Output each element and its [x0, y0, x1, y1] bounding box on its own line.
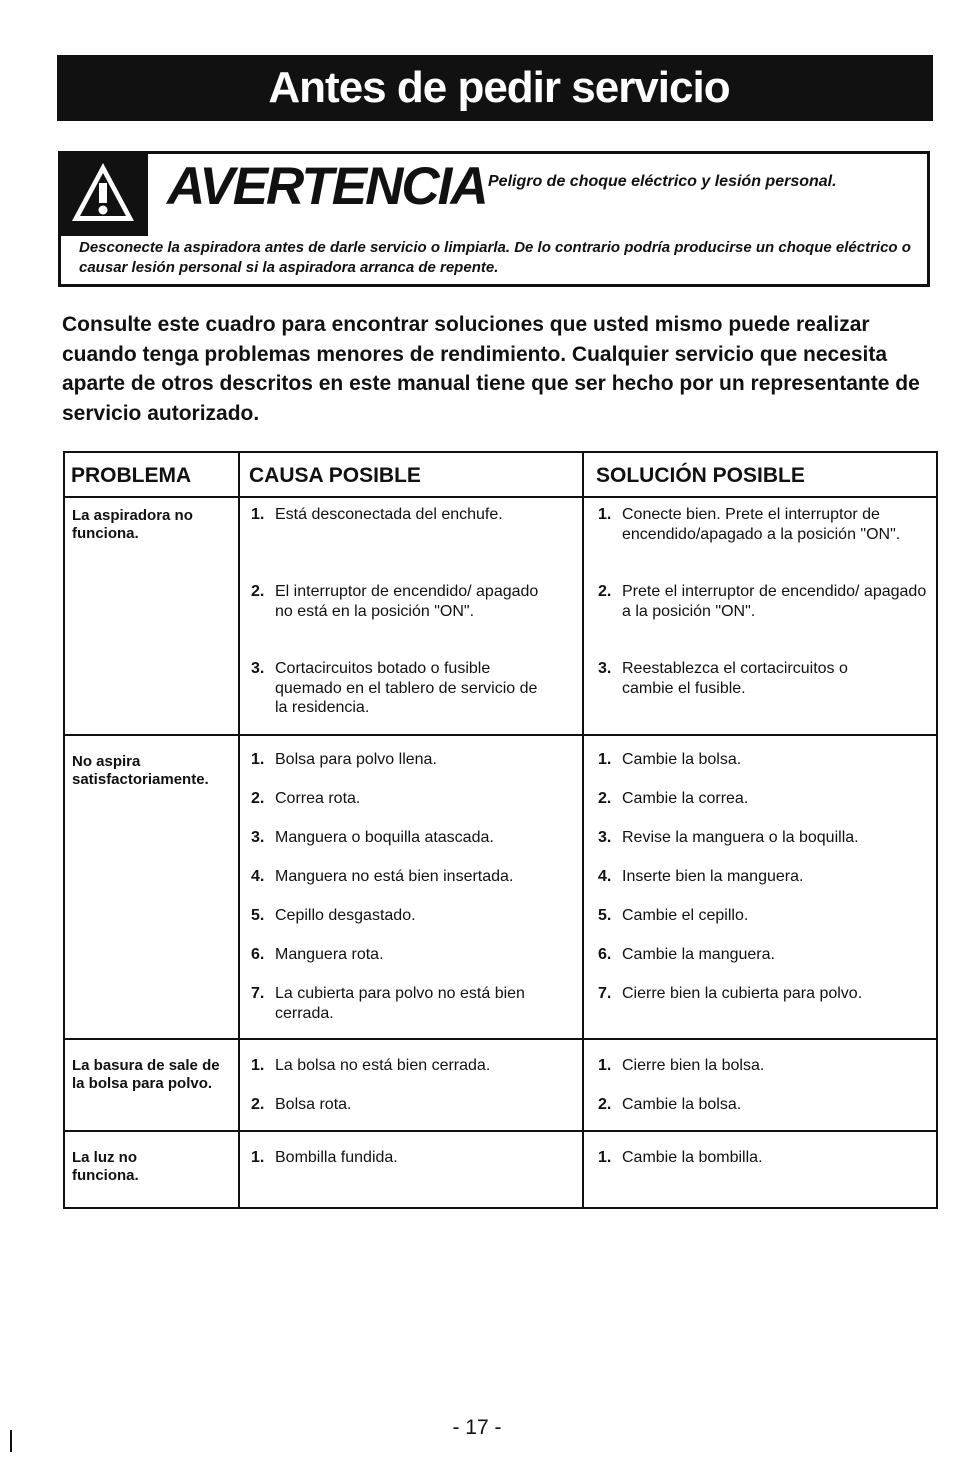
item-number: 2. [251, 1096, 265, 1113]
solution-text: Cierre bien la bolsa. [622, 1057, 765, 1074]
column-divider [238, 451, 240, 1209]
solution-text: Cambie el cepillo. [622, 907, 749, 924]
margin-mark [10, 1430, 12, 1452]
solution-item [598, 750, 933, 770]
solution-text: Cambie la manguera. [622, 946, 775, 963]
item-number: 7. [251, 985, 265, 1002]
solution-text: Cambie la bombilla. [622, 1149, 763, 1166]
solution-text: Reestablezca el cortacircuitos o cambie el fusible. [622, 660, 848, 697]
row-divider [63, 734, 938, 736]
cause-item [251, 505, 573, 525]
cause-item [251, 789, 576, 809]
item-number: 1. [598, 1057, 612, 1074]
cause-item [251, 945, 576, 965]
cause-item [251, 1148, 576, 1168]
cause-text: Bolsa para polvo llena. [275, 751, 437, 768]
warning-word: AVERTENCIA [167, 157, 487, 216]
item-number: 2. [598, 1096, 612, 1113]
item-number: 2. [598, 583, 612, 600]
item-number: 1. [598, 506, 612, 523]
solution-item [598, 1095, 933, 1115]
cause-text: Correa rota. [275, 790, 361, 807]
solution-item [598, 789, 933, 809]
item-number: 2. [251, 790, 265, 807]
solution-text: Conecte bien. Prete el interruptor de encendido/apagado a la posición "ON". [622, 506, 901, 543]
page-number: - 17 - [452, 1416, 502, 1439]
table-border-bottom [63, 1207, 938, 1209]
item-number: 6. [251, 946, 265, 963]
solution-text: Prete el interruptor de encendido/ apagado a la posición "ON". [622, 583, 927, 620]
cause-text: Manguera o boquilla atascada. [275, 829, 494, 846]
item-number: 4. [251, 868, 265, 885]
column-divider [582, 451, 584, 1209]
cause-text: La bolsa no está bien cerrada. [275, 1057, 491, 1074]
cause-item [251, 828, 576, 848]
troubleshooting-table [63, 451, 938, 1209]
cause-text: Bombilla fundida. [275, 1149, 398, 1166]
item-number: 2. [598, 790, 612, 807]
cause-item [251, 906, 576, 926]
item-number: 3. [251, 660, 265, 677]
cause-text: La cubierta para polvo no está bien cerrada. [275, 985, 525, 1022]
warning-tab [58, 151, 148, 236]
problem-cell: La aspiradora no funciona. [72, 507, 193, 542]
item-number: 7. [598, 985, 612, 1002]
cause-text: El interruptor de encendido/ apagado no está en la posición "ON". [275, 583, 539, 620]
solution-text: Inserte bien la manguera. [622, 868, 804, 885]
item-number: 1. [251, 1149, 265, 1166]
cause-text: Bolsa rota. [275, 1096, 352, 1113]
row-divider [63, 1038, 938, 1040]
solution-text: Cambie la bolsa. [622, 1096, 742, 1113]
row-divider [63, 1130, 938, 1132]
intro-paragraph: Consulte este cuadro para encontrar soluciones que usted mismo puede realizar cuando tenga problemas menores de rendimiento. Cualquier servicio que necesita aparte de otros descritos en este manual tiene que ser hecho por un representante de servicio autorizado. [62, 313, 920, 425]
item-number: 6. [598, 946, 612, 963]
solution-text: Cambie la bolsa. [622, 751, 742, 768]
problem-cell: La luz no funciona. [72, 1149, 139, 1184]
solution-item [598, 867, 933, 887]
solution-item [598, 1148, 933, 1168]
title-bar [57, 55, 933, 121]
problem-cell: La basura de sale de la bolsa para polvo. [72, 1057, 220, 1092]
item-number: 2. [251, 583, 265, 600]
item-number: 3. [251, 829, 265, 846]
item-number: 1. [598, 1149, 612, 1166]
problem-cell: No aspira satisfactoriamente. [72, 753, 209, 788]
item-number: 1. [251, 1057, 265, 1074]
cause-text: Manguera no está bien insertada. [275, 868, 514, 885]
cause-text: Cortacircuitos botado o fusible quemado en el tablero de servicio de la residencia. [275, 660, 538, 716]
solution-item [598, 906, 933, 926]
solution-text: Cierre bien la cubierta para polvo. [622, 985, 863, 1002]
solution-item [598, 659, 898, 698]
solution-item [598, 945, 933, 965]
warning-subtitle: Peligro de choque eléctrico y lesión personal. [488, 173, 837, 190]
solution-text: Cambie la correa. [622, 790, 749, 807]
table-border-left [63, 451, 65, 1209]
item-number: 1. [251, 751, 265, 768]
item-number: 1. [598, 751, 612, 768]
solution-item [598, 984, 935, 1004]
cause-item [251, 582, 541, 621]
header-divider [63, 496, 938, 498]
warning-triangle-icon [70, 161, 136, 223]
item-number: 3. [598, 660, 612, 677]
solution-item [598, 582, 930, 621]
header-cause: CAUSA POSIBLE [249, 464, 421, 487]
item-number: 3. [598, 829, 612, 846]
item-number: 5. [598, 907, 612, 924]
table-border-top [63, 451, 938, 453]
header-problem: PROBLEMA [71, 464, 192, 487]
item-number: 4. [598, 868, 612, 885]
cause-item [251, 1095, 576, 1115]
cause-item [251, 1056, 576, 1076]
cause-text: Está desconectada del enchufe. [275, 506, 503, 523]
cause-item [251, 659, 551, 718]
item-number: 1. [251, 506, 265, 523]
warning-body: Desconecte la aspiradora antes de darle servicio o limpiarla. De lo contrario podría producirse un choque eléctrico o causar lesión personal si la aspiradora arranca de repente. [79, 239, 911, 276]
header-solution: SOLUCIÓN POSIBLE [596, 464, 805, 487]
cause-item [251, 984, 551, 1023]
table-border-right [936, 451, 938, 1209]
cause-text: Manguera rota. [275, 946, 384, 963]
cause-item [251, 750, 576, 770]
solution-item [598, 828, 933, 848]
warning-box [58, 151, 930, 287]
page-title: Antes de pedir servicio [268, 63, 730, 112]
solution-text: Revise la manguera o la boquilla. [622, 829, 859, 846]
cause-item [251, 867, 576, 887]
item-number: 5. [251, 907, 265, 924]
cause-text: Cepillo desgastado. [275, 907, 416, 924]
solution-item [598, 505, 930, 544]
solution-item [598, 1056, 933, 1076]
